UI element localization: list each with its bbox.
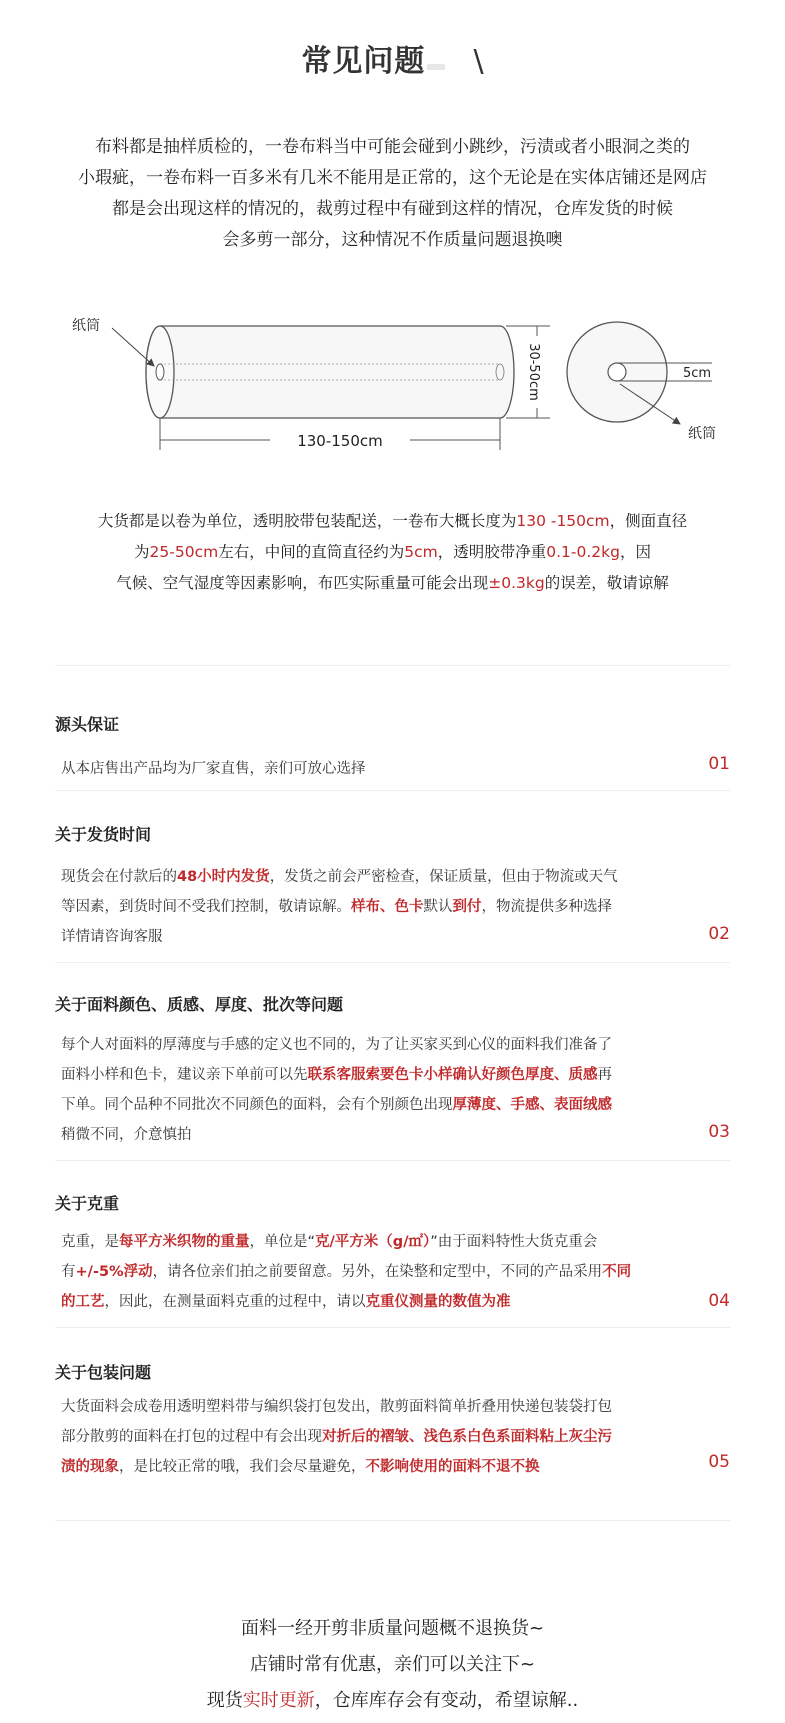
faq-line	[61, 1227, 681, 1257]
text: ，因此，在测量面料克重的过程中，请以	[104, 1294, 366, 1310]
faq-item-05	[55, 1360, 730, 1520]
faq-line	[61, 1422, 681, 1452]
highlight-diameter: 25-50cm	[149, 543, 219, 561]
faq-line	[61, 1257, 681, 1287]
faq-line	[61, 862, 681, 892]
section-header	[0, 36, 785, 80]
text: 默认	[423, 899, 453, 915]
faq-title: 关于克重	[55, 1194, 120, 1213]
tube-label-right: 纸筒	[688, 426, 716, 442]
roll-cylinder	[146, 326, 514, 418]
faq-item-04	[55, 1191, 730, 1341]
divider	[55, 962, 730, 963]
faq-number: 03	[708, 1122, 730, 1142]
text: 左右，中间的直筒直径约为	[218, 543, 405, 561]
divider	[55, 1520, 730, 1521]
faq-line	[61, 1287, 681, 1317]
text: 部分散剪的面料在打包的过程中有会出现	[61, 1429, 322, 1445]
highlight-length: 130 -150cm	[516, 512, 610, 530]
highlight-error: ±0.3kg	[488, 574, 545, 592]
footer-line	[0, 1683, 785, 1719]
faq-body	[61, 862, 681, 952]
roll-desc-line	[0, 506, 785, 537]
intro-line: 布料都是抽样质检的，一卷布料当中可能会碰到小跳纱，污渍或者小眼洞之类的	[95, 137, 690, 157]
faq-body	[61, 1392, 681, 1482]
highlight: 渍的现象	[61, 1459, 119, 1475]
faq-title: 源头保证	[55, 715, 120, 734]
faq-text: 从本店售出产品均为厂家直售，亲们可放心选择	[61, 761, 366, 777]
text: 大货都是以卷为单位，透明胶带包装配送，一卷布大概长度为	[97, 512, 517, 530]
text: 克重，是	[61, 1234, 119, 1250]
divider	[55, 1327, 730, 1328]
roll-description	[0, 506, 785, 599]
faq-line	[61, 1060, 681, 1090]
text: 现货	[206, 1690, 243, 1711]
footer-line: 店铺时常有优惠，亲们可以关注下~	[249, 1654, 536, 1675]
text: ，透明胶带净重	[437, 543, 547, 561]
text: 下单。同个品种不同批次不同颜色的面料，会有个别颜色出现	[61, 1097, 453, 1113]
core-label: 5cm	[683, 366, 712, 381]
faq-item-03	[55, 992, 730, 1172]
text: ，物流提供多种选择	[481, 899, 612, 915]
faq-body	[61, 754, 681, 784]
text: 再	[597, 1067, 612, 1083]
faq-number: 05	[708, 1452, 730, 1472]
faq-line	[61, 1090, 681, 1120]
title-slash-decoration: \	[473, 44, 484, 79]
faq-line	[61, 892, 681, 922]
text: 为	[134, 543, 150, 561]
footer-line: 面料一经开剪非质量问题概不退换货~	[240, 1618, 545, 1639]
text: 现货会在付款后的	[61, 869, 177, 885]
tube-label-left: 纸筒	[72, 318, 100, 334]
highlight: 克/平方米（g/㎡）	[315, 1234, 431, 1250]
text: ，仓库库存会有变动，希望谅解..	[314, 1690, 579, 1711]
highlight: 不同	[602, 1264, 632, 1280]
faq-line	[61, 1452, 681, 1482]
intro-line: 会多剪一部分，这种情况不作质量问题退换噢	[222, 230, 563, 250]
intro-paragraph	[0, 132, 785, 256]
highlight: +/-5%浮动	[75, 1264, 153, 1280]
intro-line: 小瑕疵，一卷布料一百多米有几米不能用是正常的，这个无论是在实体店铺还是网店	[78, 168, 707, 188]
highlight-tape-weight: 0.1-0.2kg	[546, 543, 620, 561]
faq-text: 详情请咨询客服	[61, 929, 163, 945]
highlight: 样布、色卡	[351, 899, 424, 915]
highlight: 每平方米织物的重量	[119, 1234, 250, 1250]
faq-body	[61, 1030, 681, 1150]
text: 等因素，到货时间不受我们控制，敬请谅解。	[61, 899, 351, 915]
highlight-core: 5cm	[404, 543, 438, 561]
intro-line: 都是会出现这样的情况的，裁剪过程中有碰到这样的情况，仓库发货的时候	[112, 199, 673, 219]
highlight: 到付	[452, 899, 482, 915]
diameter-label: 30-50cm	[526, 343, 541, 401]
text: ，单位是“	[249, 1234, 316, 1250]
text: 有	[61, 1264, 76, 1280]
roll-desc-line	[0, 568, 785, 599]
faq-title: 关于包装问题	[55, 1363, 152, 1382]
highlight: 不影响使用的面料不退不换	[365, 1459, 540, 1475]
faq-item-02	[55, 822, 730, 972]
divider	[55, 665, 730, 666]
faq-text: 每个人对面料的厚薄度与手感的定义也不同的，为了让买家买到心仪的面料我们准备了	[61, 1037, 612, 1053]
faq-text: 稍微不同，介意慎拍	[61, 1127, 192, 1143]
faq-item-01	[55, 712, 730, 798]
length-label: 130-150cm	[297, 432, 383, 450]
roll-desc-line	[0, 537, 785, 568]
fabric-roll-diagram	[0, 300, 785, 460]
faq-text: 大货面料会成卷用透明塑料带与编织袋打包发出，散剪面料简单折叠用快递包装袋打包	[61, 1399, 612, 1415]
highlight: 实时更新	[242, 1690, 315, 1711]
page-title: 常见问题	[301, 44, 426, 79]
highlight: 联系客服索要色卡小样确认好颜色厚度、质感	[307, 1067, 598, 1083]
divider	[55, 790, 730, 791]
footer-notes	[0, 1611, 785, 1719]
text: 面料小样和色卡，建议亲下单前可以先	[61, 1067, 308, 1083]
highlight: 的工艺	[61, 1294, 105, 1310]
faq-title: 关于面料颜色、质感、厚度、批次等问题	[55, 995, 344, 1014]
highlight: 厚薄度、手感、表面绒感	[452, 1097, 612, 1113]
faq-title: 关于发货时间	[55, 825, 152, 844]
title-decoration	[427, 64, 445, 70]
faq-number: 04	[708, 1291, 730, 1311]
highlight: 克重仪测量的数值为准	[365, 1294, 511, 1310]
text: ”由于面料特性大货克重会	[430, 1234, 598, 1250]
text: ，发货之前会严密检查，保证质量，但由于物流或天气	[269, 869, 618, 885]
divider	[55, 1160, 730, 1161]
text: 气候、空气湿度等因素影响，布匹实际重量可能会出现	[116, 574, 489, 592]
faq-body	[61, 1227, 681, 1317]
highlight: 对折后的褶皱、浅色系白色系面料粘上灰尘污	[322, 1429, 612, 1445]
highlight: 48小时内发货	[177, 869, 270, 885]
text: 的误差，敬请谅解	[544, 574, 669, 592]
text: ，请各位亲们拍之前要留意。另外，在染整和定型中，不同的产品采用	[152, 1264, 603, 1280]
text: ，是比较正常的哦，我们会尽量避免，	[119, 1459, 366, 1475]
faq-number: 01	[708, 754, 730, 774]
faq-number: 02	[708, 924, 730, 944]
text: ，侧面直径	[609, 512, 688, 530]
text: ，因	[619, 543, 651, 561]
